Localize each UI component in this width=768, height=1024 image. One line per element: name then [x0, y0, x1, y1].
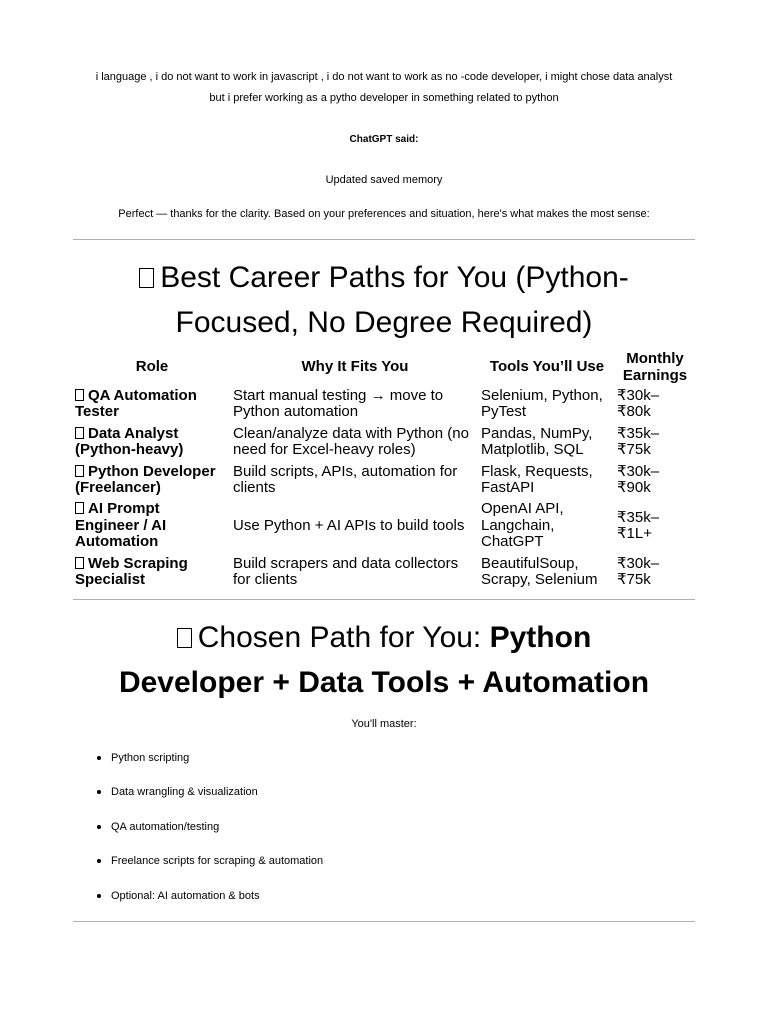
- bullet-icon: [97, 825, 101, 829]
- why-line-1: Build scripts, APIs, automation for: [233, 462, 458, 480]
- table-row: [73, 423, 695, 461]
- cell-tools: [479, 385, 615, 423]
- why-line-1: Use Python + AI APIs to build tools: [233, 516, 465, 534]
- cell-why: [231, 385, 479, 423]
- earnings-line-2: ₹80k: [617, 403, 651, 420]
- cell-role: [73, 553, 231, 591]
- section-heading-chosen-path: [60, 615, 708, 705]
- role-line-2: Tester: [75, 403, 119, 420]
- why-line-1: Clean/analyze data with Python (no: [233, 424, 469, 442]
- header-role: Role: [135, 358, 169, 376]
- heading-bold-1: Python: [489, 621, 592, 654]
- missing-glyph-icon: [139, 268, 154, 288]
- heading-bold-2: Developer + Data Tools + Automation: [118, 666, 650, 699]
- cell-tools: [479, 499, 615, 553]
- why-line-2: for clients: [233, 571, 298, 588]
- role-line-2: Specialist: [75, 571, 146, 588]
- earnings-line-2: ₹1L+: [617, 525, 652, 542]
- earnings-line-1: ₹30k–: [617, 386, 660, 404]
- header-tools: Tools You’ll Use: [489, 358, 605, 376]
- why-line-2: clients: [233, 479, 276, 496]
- missing-glyph-icon: [75, 427, 84, 439]
- cell-earnings: [615, 553, 695, 591]
- list-item-text: Optional: AI automation & bots: [111, 889, 260, 902]
- cell-tools: [479, 553, 615, 591]
- bullet-icon: [97, 894, 101, 898]
- role-line-1: Data Analyst: [88, 424, 179, 442]
- cell-role: [73, 499, 231, 553]
- master-intro: You'll master:: [351, 718, 417, 730]
- why-line-2: Python automation: [233, 403, 359, 420]
- tools-line-1: Selenium, Python,: [481, 386, 603, 404]
- list-item-text: Freelance scripts for scraping & automation: [111, 855, 324, 868]
- tools-line-1: BeautifulSoup,: [481, 554, 579, 572]
- header-earnings-line-1: Monthly: [626, 350, 684, 367]
- chat-speaker-label: ChatGPT said:: [349, 134, 419, 145]
- divider: [73, 239, 695, 240]
- list-item: [97, 817, 323, 851]
- why-line-2: need for Excel-heavy roles): [233, 441, 416, 458]
- tools-line-3: ChatGPT: [481, 533, 544, 551]
- role-line-3: Automation: [75, 533, 159, 551]
- role-line-2: Engineer / AI: [75, 516, 167, 534]
- role-line-1: AI Prompt: [88, 500, 160, 518]
- earnings-line-1: ₹30k–: [617, 554, 660, 572]
- list-item: [97, 886, 323, 920]
- cell-role: [73, 461, 231, 499]
- cell-role: [73, 385, 231, 423]
- earnings-line-1: ₹35k–: [617, 508, 660, 526]
- bullet-icon: [97, 790, 101, 794]
- missing-glyph-icon: [75, 465, 84, 477]
- table-row: [73, 499, 695, 553]
- why-line-1: Start manual testing → move to: [233, 386, 444, 404]
- tools-line-2: PyTest: [481, 403, 527, 420]
- cell-why: [231, 461, 479, 499]
- why-line-1: Build scrapers and data collectors: [233, 554, 459, 572]
- cell-tools: [479, 461, 615, 499]
- missing-glyph-icon: [75, 389, 84, 401]
- missing-glyph-icon: [75, 502, 84, 514]
- missing-glyph-icon: [177, 628, 192, 648]
- table-row: [73, 461, 695, 499]
- earnings-line-2: ₹75k: [617, 441, 651, 458]
- cell-tools: [479, 423, 615, 461]
- list-item-text: Data wrangling & visualization: [111, 786, 258, 799]
- cell-earnings: [615, 423, 695, 461]
- role-line-1: Python Developer: [88, 462, 216, 480]
- user-message-line-2: but i prefer working as a pytho developer in something related to python: [209, 92, 559, 104]
- role-line-2: (Freelancer): [75, 479, 161, 496]
- cell-earnings: [615, 499, 695, 553]
- tools-line-2: Matplotlib, SQL: [481, 441, 584, 458]
- list-item: [97, 851, 323, 885]
- bullet-icon: [97, 756, 101, 760]
- lead-sentence: Perfect — thanks for the clarity. Based on your preferences and situation, here's what makes the most sense:: [118, 208, 650, 220]
- earnings-line-2: ₹90k: [617, 479, 651, 496]
- career-paths-table: [73, 350, 695, 591]
- missing-glyph-icon: [75, 557, 84, 569]
- heading-line-1: Best Career Paths for You (Python-: [160, 261, 629, 294]
- tools-line-1: OpenAI API,: [481, 500, 564, 518]
- cell-why: [231, 553, 479, 591]
- list-item: [97, 748, 323, 782]
- cell-why: [231, 423, 479, 461]
- heading-line-2: Focused, No Degree Required): [175, 306, 593, 339]
- tools-line-2: FastAPI: [481, 479, 535, 496]
- divider: [73, 921, 695, 922]
- role-line-2: (Python-heavy): [75, 441, 184, 458]
- cell-earnings: [615, 461, 695, 499]
- table-header-row: [73, 350, 695, 385]
- cell-earnings: [615, 385, 695, 423]
- bullet-icon: [97, 859, 101, 863]
- tools-line-2: Langchain,: [481, 516, 555, 534]
- list-item-text: Python scripting: [111, 752, 190, 764]
- table-row: [73, 385, 695, 423]
- tools-line-1: Flask, Requests,: [481, 462, 593, 480]
- role-line-1: QA Automation: [88, 386, 197, 404]
- user-message-line-1: i language , i do not want to work in javascript , i do not want to work as no -code developer, i might chose data analyst: [95, 71, 673, 83]
- earnings-line-1: ₹30k–: [617, 462, 660, 480]
- heading-prefix: Chosen Path for You:: [197, 621, 490, 654]
- section-heading-career-paths: [60, 255, 708, 345]
- header-why: Why It Fits You: [301, 358, 409, 376]
- earnings-line-2: ₹75k: [617, 571, 651, 588]
- role-line-1: Web Scraping: [88, 554, 188, 572]
- list-item: [97, 782, 323, 816]
- table-row: [73, 553, 695, 591]
- memory-note: Updated saved memory: [325, 174, 443, 186]
- cell-role: [73, 423, 231, 461]
- header-earnings-line-2: Earnings: [622, 366, 688, 384]
- tools-line-2: Scrapy, Selenium: [481, 571, 598, 588]
- list-item-text: QA automation/testing: [111, 820, 220, 833]
- tools-line-1: Pandas, NumPy,: [481, 424, 593, 442]
- divider: [73, 599, 695, 600]
- skills-list: [97, 748, 323, 920]
- earnings-line-1: ₹35k–: [617, 424, 660, 442]
- cell-why: [231, 499, 479, 553]
- header-earnings: [615, 350, 695, 385]
